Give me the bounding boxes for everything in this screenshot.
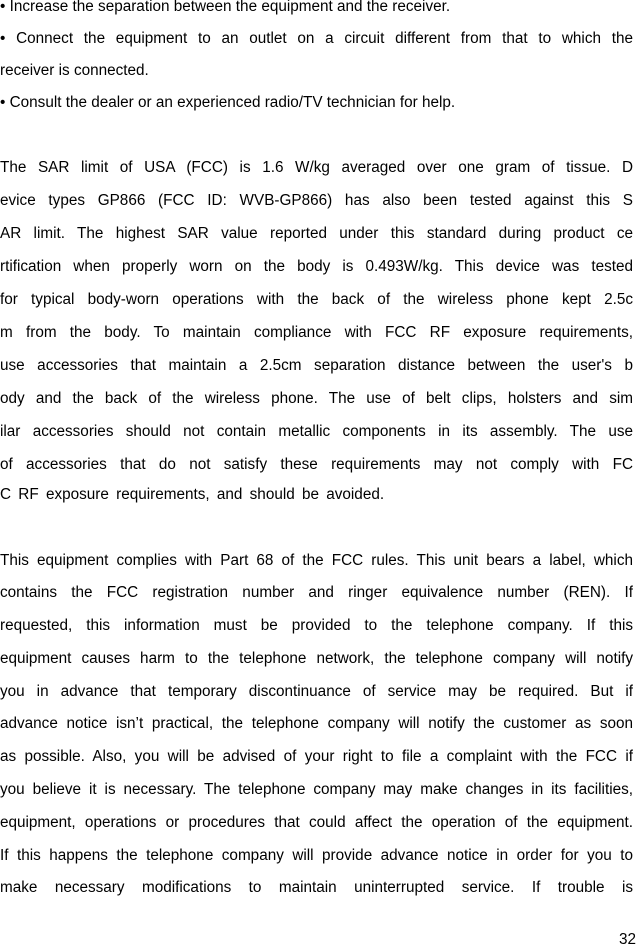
text-line: • Consult the dealer or an experienced radio/TV technician for help.	[0, 94, 456, 111]
text-line: ilar accessories should not contain metallic components in its assembly. The use	[0, 423, 633, 440]
text-line: ody and the back of the wireless phone. The use of belt clips, holsters and sim	[0, 390, 633, 407]
text-line: contains the FCC registration number and ringer equivalence number (REN). If	[0, 584, 633, 601]
text-line: as possible. Also, you will be advised of your right to file a complaint with the FCC if	[0, 748, 633, 765]
text-line: AR limit. The highest SAR value reported under this standard during product ce	[0, 225, 633, 242]
text-line: you in advance that temporary discontinuance of service may be required. But if	[0, 683, 633, 700]
text-line: equipment, operations or procedures that could affect the operation of the equipment.	[0, 814, 633, 831]
text-line: • Increase the separation between the equipment and the receiver.	[0, 0, 451, 15]
text-line: C RF exposure requirements, and should be avoided.	[0, 486, 385, 503]
text-line: • Connect the equipment to an outlet on a circuit different from that to which the	[0, 30, 633, 47]
text-line: make necessary modifications to maintain uninterrupted service. If trouble is	[0, 879, 633, 896]
text-line: If this happens the telephone company will provide advance notice in order for you to	[0, 847, 633, 864]
text-line: This equipment complies with Part 68 of the FCC rules. This unit bears a label, which	[0, 552, 633, 569]
text-line: receiver is connected.	[0, 62, 149, 79]
text-line: The SAR limit of USA (FCC) is 1.6 W/kg averaged over one gram of tissue. D	[0, 159, 633, 176]
text-line: rtification when properly worn on the body is 0.493W/kg. This device was tested	[0, 258, 633, 275]
text-line: use accessories that maintain a 2.5cm separation distance between the user's b	[0, 357, 633, 374]
text-line: evice types GP866 (FCC ID: WVB-GP866) has also been tested against this S	[0, 192, 633, 209]
text-line: for typical body-worn operations with the back of the wireless phone kept 2.5c	[0, 291, 633, 308]
text-line: equipment causes harm to the telephone network, the telephone company will notify	[0, 650, 633, 667]
text-line: you believe it is necessary. The telephone company may make changes in its facilities,	[0, 781, 633, 798]
text-line: of accessories that do not satisfy these requirements may not comply with FC	[0, 456, 633, 473]
text-line: m from the body. To maintain compliance with FCC RF exposure requirements,	[0, 324, 633, 341]
page-number: 32	[618, 931, 636, 948]
text-line: advance notice isn’t practical, the telephone company will notify the customer as soon	[0, 715, 633, 732]
text-line: requested, this information must be provided to the telephone company. If this	[0, 617, 633, 634]
